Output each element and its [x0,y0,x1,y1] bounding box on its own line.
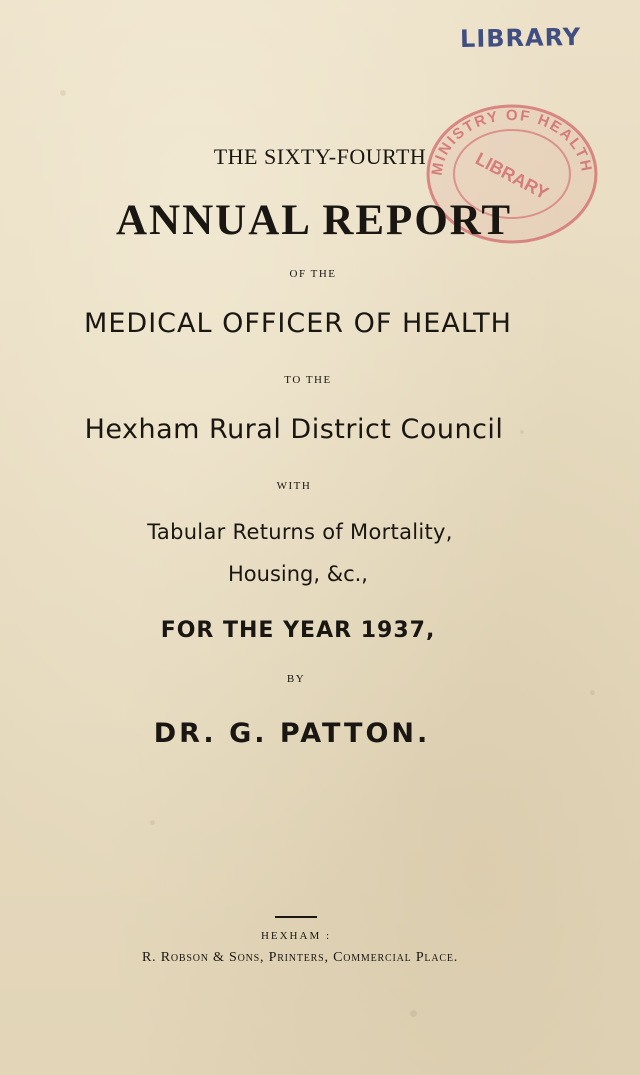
imprint-place: HEXHAM : [260,930,332,942]
returns-line-2: Housing, &c., [228,562,368,586]
author-name: DR. G. PATTON. [153,718,431,749]
paper-speck [60,90,66,96]
imprint-divider [275,916,317,918]
paper-speck [590,690,595,695]
report-title: ANNUAL REPORT [116,197,512,244]
officer-title: MEDICAL OFFICER OF HEALTH [84,308,512,339]
paper-speck [150,820,155,825]
paper-speck [410,1010,417,1017]
imprint-printer: R. Robson & Sons, Printers, Commercial Place. [141,950,459,965]
seal-arc-text: MINISTRY OF HEALTH [428,106,596,177]
seal-center-text: LIBRARY [472,148,552,204]
connector-by: BY [286,673,306,685]
connector-with: WITH [276,480,312,492]
library-stamp: LIBRARY [459,22,582,54]
report-ordinal: THE SIXTY-FOURTH [213,144,427,169]
report-year: FOR THE YEAR 1937, [160,618,436,643]
connector-of-the: OF THE [289,268,337,280]
council-name: Hexham Rural District Council [84,414,504,445]
connector-to-the: TO THE [284,374,332,386]
returns-line-1: Tabular Returns of Mortality, [147,520,453,544]
